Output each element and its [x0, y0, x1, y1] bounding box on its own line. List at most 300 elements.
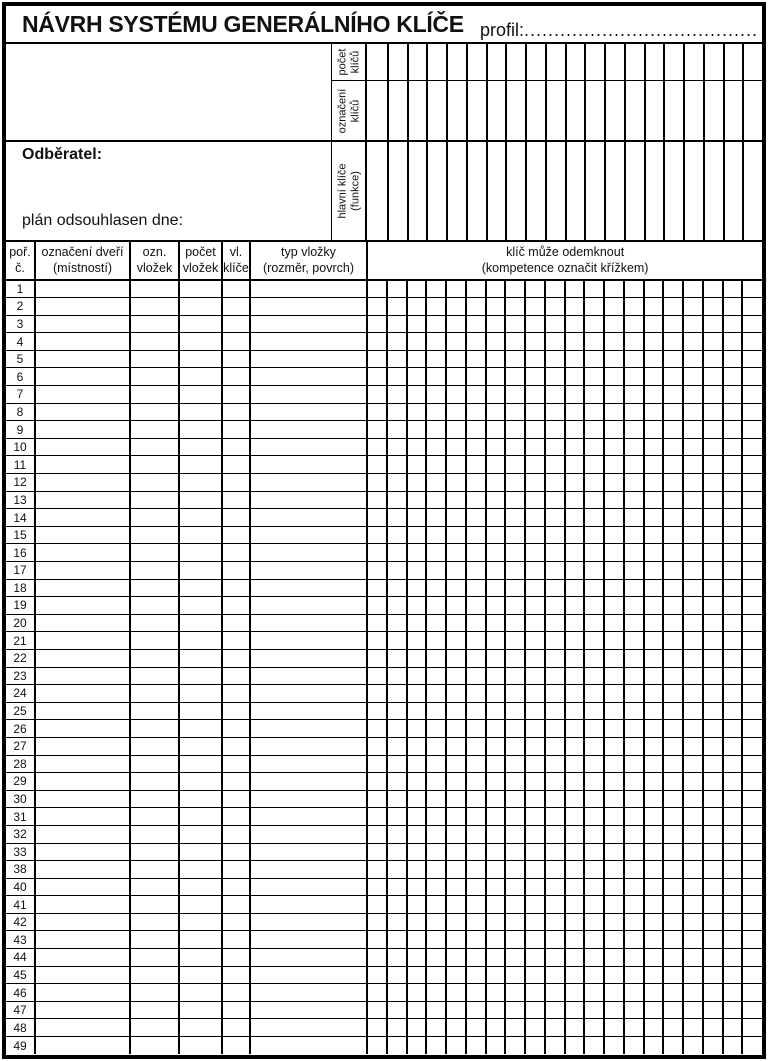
key-cross-cell: [545, 544, 565, 562]
key-cross-cell: [663, 421, 683, 439]
cylinder-mark-cell: [130, 438, 179, 456]
key-cross-cell: [703, 1019, 723, 1037]
cylinder-mark-cell: [130, 315, 179, 333]
key-cross-cell: [426, 966, 446, 984]
row-number: 46: [6, 984, 35, 1002]
key-cross-cell: [466, 368, 486, 386]
cylinder-count-cell: [179, 579, 222, 597]
door-designation-cell: [35, 386, 130, 404]
key-cross-cell: [742, 913, 762, 931]
grid-cell: [505, 80, 525, 140]
cylinder-key-cell: [222, 737, 250, 755]
key-cross-cell: [683, 931, 703, 949]
cylinder-type-cell: [250, 949, 367, 967]
key-cross-cell: [604, 931, 624, 949]
key-cross-cell: [723, 298, 743, 316]
key-cross-cell: [723, 386, 743, 404]
key-cross-cell: [545, 984, 565, 1002]
table-row: [6, 966, 762, 984]
key-cross-cell: [545, 333, 565, 351]
cylinder-count-cell: [179, 632, 222, 650]
key-cross-cell: [525, 509, 545, 527]
key-cross-cell: [545, 438, 565, 456]
key-cross-cell: [683, 702, 703, 720]
key-cross-cell: [723, 984, 743, 1002]
key-cross-cell: [644, 350, 664, 368]
cylinder-count-cell: [179, 790, 222, 808]
key-cross-cell: [742, 1001, 762, 1019]
key-cross-cell: [387, 790, 407, 808]
cylinder-type-cell: [250, 491, 367, 509]
cylinder-mark-cell: [130, 649, 179, 667]
key-cross-cell: [565, 315, 585, 333]
key-cross-cell: [387, 808, 407, 826]
grid-cell: [387, 44, 407, 80]
key-cross-cell: [644, 773, 664, 791]
key-cross-cell: [486, 913, 506, 931]
key-cross-cell: [387, 456, 407, 474]
key-cross-cell: [545, 667, 565, 685]
key-cross-cell: [446, 790, 466, 808]
key-cross-cell: [584, 685, 604, 703]
key-cross-cell: [565, 544, 585, 562]
key-cross-cell: [367, 403, 387, 421]
key-cross-cell: [486, 667, 506, 685]
key-cross-cell: [742, 843, 762, 861]
key-cross-cell: [663, 509, 683, 527]
cylinder-count-cell: [179, 825, 222, 843]
cylinder-key-cell: [222, 667, 250, 685]
key-cross-cell: [604, 1037, 624, 1055]
key-cross-cell: [466, 597, 486, 615]
key-cross-cell: [525, 843, 545, 861]
key-cross-cell: [703, 878, 723, 896]
cylinder-count-cell: [179, 597, 222, 615]
cylinder-type-cell: [250, 298, 367, 316]
key-cross-cell: [584, 773, 604, 791]
key-cross-cell: [663, 474, 683, 492]
key-cross-cell: [703, 755, 723, 773]
key-cross-cell: [604, 949, 624, 967]
key-cross-cell: [426, 350, 446, 368]
cylinder-key-cell: [222, 298, 250, 316]
grid-cell: [703, 140, 723, 240]
key-cross-cell: [446, 984, 466, 1002]
key-cross-cell: [584, 509, 604, 527]
cylinder-mark-cell: [130, 1001, 179, 1019]
key-cross-cell: [407, 720, 427, 738]
key-cross-cell: [663, 649, 683, 667]
key-cross-cell: [367, 526, 387, 544]
grid-cell: [644, 44, 664, 80]
key-cross-cell: [387, 720, 407, 738]
key-cross-cell: [545, 878, 565, 896]
key-cross-cell: [663, 896, 683, 914]
key-cross-cell: [703, 350, 723, 368]
door-designation-cell: [35, 474, 130, 492]
row-number: 19: [6, 597, 35, 615]
key-cross-cell: [505, 280, 525, 298]
key-cross-cell: [644, 614, 664, 632]
key-cross-cell: [723, 949, 743, 967]
cylinder-key-cell: [222, 755, 250, 773]
key-cross-cell: [723, 280, 743, 298]
cylinder-type-cell: [250, 333, 367, 351]
key-cross-cell: [742, 614, 762, 632]
key-cross-cell: [624, 649, 644, 667]
key-cross-cell: [525, 597, 545, 615]
key-cross-cell: [723, 755, 743, 773]
door-designation-cell: [35, 403, 130, 421]
key-cross-cell: [545, 702, 565, 720]
key-cross-cell: [644, 368, 664, 386]
row-number: 21: [6, 632, 35, 650]
key-cross-cell: [367, 931, 387, 949]
grid-cell: [486, 80, 506, 140]
key-cross-cell: [644, 562, 664, 580]
key-cross-cell: [525, 878, 545, 896]
key-cross-cell: [584, 896, 604, 914]
row-number: 26: [6, 720, 35, 738]
key-cross-cell: [545, 298, 565, 316]
key-cross-cell: [426, 790, 446, 808]
key-cross-cell: [624, 878, 644, 896]
key-cross-cell: [683, 896, 703, 914]
key-cross-cell: [742, 773, 762, 791]
key-cross-cell: [426, 456, 446, 474]
key-cross-cell: [663, 298, 683, 316]
cylinder-mark-cell: [130, 456, 179, 474]
key-cross-cell: [723, 896, 743, 914]
key-cross-cell: [663, 685, 683, 703]
key-cross-cell: [565, 737, 585, 755]
key-cross-cell: [387, 368, 407, 386]
key-cross-cell: [367, 421, 387, 439]
key-cross-cell: [723, 1001, 743, 1019]
key-cross-cell: [387, 562, 407, 580]
key-cross-cell: [703, 474, 723, 492]
key-cross-cell: [624, 737, 644, 755]
key-cross-cell: [407, 649, 427, 667]
key-cross-cell: [486, 597, 506, 615]
cylinder-count-cell: [179, 403, 222, 421]
grid-cell: [565, 80, 585, 140]
key-cross-cell: [446, 896, 466, 914]
key-cross-cell: [565, 438, 585, 456]
key-cross-cell: [466, 984, 486, 1002]
key-cross-cell: [545, 931, 565, 949]
key-cross-cell: [367, 913, 387, 931]
key-cross-cell: [407, 808, 427, 826]
col-header-cylinder-count: počet vložek: [179, 241, 222, 280]
key-cross-cell: [723, 368, 743, 386]
key-cross-cell: [525, 949, 545, 967]
key-cross-cell: [545, 1037, 565, 1055]
key-cross-cell: [466, 491, 486, 509]
key-cross-cell: [723, 790, 743, 808]
door-designation-cell: [35, 702, 130, 720]
cylinder-key-cell: [222, 386, 250, 404]
door-designation-cell: [35, 825, 130, 843]
key-cross-cell: [584, 984, 604, 1002]
key-cross-cell: [742, 755, 762, 773]
key-cross-cell: [644, 1001, 664, 1019]
cylinder-mark-cell: [130, 333, 179, 351]
key-cross-cell: [584, 597, 604, 615]
key-cross-cell: [683, 509, 703, 527]
key-cross-cell: [407, 984, 427, 1002]
key-cross-cell: [565, 1037, 585, 1055]
cylinder-type-cell: [250, 737, 367, 755]
key-cross-cell: [663, 350, 683, 368]
cylinder-type-cell: [250, 808, 367, 826]
table-row: [6, 667, 762, 685]
key-cross-cell: [525, 825, 545, 843]
main-keys-vertical-label: hlavní klíče (funkce): [335, 163, 361, 219]
key-cross-cell: [683, 984, 703, 1002]
key-cross-cell: [723, 438, 743, 456]
cylinder-key-cell: [222, 1037, 250, 1055]
key-cross-cell: [407, 386, 427, 404]
key-cross-cell: [644, 579, 664, 597]
key-cross-cell: [742, 491, 762, 509]
grid-cell: [486, 44, 506, 80]
key-cross-cell: [466, 702, 486, 720]
key-cross-cell: [446, 315, 466, 333]
cylinder-mark-cell: [130, 386, 179, 404]
key-cross-cell: [723, 667, 743, 685]
key-cross-cell: [367, 315, 387, 333]
key-cross-cell: [545, 825, 565, 843]
key-cross-cell: [742, 649, 762, 667]
key-cross-cell: [387, 755, 407, 773]
cylinder-count-cell: [179, 438, 222, 456]
cylinder-type-cell: [250, 685, 367, 703]
key-cross-cell: [663, 579, 683, 597]
key-cross-cell: [505, 421, 525, 439]
key-cross-cell: [387, 949, 407, 967]
cylinder-type-cell: [250, 632, 367, 650]
key-cross-cell: [367, 667, 387, 685]
key-cross-cell: [644, 702, 664, 720]
key-cross-cell: [486, 333, 506, 351]
cylinder-type-cell: [250, 526, 367, 544]
key-cross-cell: [604, 597, 624, 615]
key-cross-cell: [663, 280, 683, 298]
key-cross-cell: [446, 685, 466, 703]
key-cross-cell: [525, 438, 545, 456]
key-cross-cell: [663, 386, 683, 404]
key-cross-cell: [505, 649, 525, 667]
key-cross-cell: [565, 456, 585, 474]
key-cross-cell: [703, 562, 723, 580]
key-cross-cell: [742, 790, 762, 808]
key-cross-cell: [446, 843, 466, 861]
key-cross-cell: [426, 685, 446, 703]
key-cross-cell: [486, 526, 506, 544]
cylinder-key-cell: [222, 1019, 250, 1037]
key-cross-cell: [486, 562, 506, 580]
cylinder-type-cell: [250, 403, 367, 421]
key-cross-cell: [387, 315, 407, 333]
key-cross-cell: [426, 509, 446, 527]
key-cross-cell: [604, 509, 624, 527]
key-cross-cell: [426, 808, 446, 826]
key-cross-cell: [565, 298, 585, 316]
cylinder-mark-cell: [130, 597, 179, 615]
key-cross-cell: [446, 949, 466, 967]
key-cross-cell: [446, 579, 466, 597]
grid-cell: [703, 44, 723, 80]
key-cross-cell: [683, 773, 703, 791]
key-cross-cell: [446, 808, 466, 826]
door-designation-cell: [35, 350, 130, 368]
key-cross-cell: [387, 333, 407, 351]
profil-field: [480, 20, 762, 42]
key-cross-cell: [367, 1001, 387, 1019]
door-designation-cell: [35, 526, 130, 544]
key-cross-cell: [466, 614, 486, 632]
key-cross-cell: [703, 949, 723, 967]
key-cross-cell: [584, 1001, 604, 1019]
key-cross-cell: [723, 737, 743, 755]
key-cross-cell: [723, 966, 743, 984]
door-designation-cell: [35, 790, 130, 808]
key-cross-cell: [505, 632, 525, 650]
key-cross-cell: [486, 579, 506, 597]
key-cross-cell: [505, 350, 525, 368]
key-cross-cell: [584, 315, 604, 333]
key-cross-cell: [505, 491, 525, 509]
key-cross-cell: [505, 456, 525, 474]
key-cross-cell: [604, 861, 624, 879]
key-cross-cell: [624, 421, 644, 439]
key-cross-cell: [703, 597, 723, 615]
door-designation-cell: [35, 632, 130, 650]
key-cross-cell: [604, 755, 624, 773]
table-row: [6, 509, 762, 527]
cylinder-count-cell: [179, 315, 222, 333]
key-cross-cell: [624, 861, 644, 879]
key-cross-cell: [604, 896, 624, 914]
key-cross-cell: [624, 966, 644, 984]
cylinder-count-cell: [179, 913, 222, 931]
key-cross-cell: [565, 966, 585, 984]
plan-approved-label: plán odsouhlasen dne:: [22, 212, 184, 229]
cylinder-count-cell: [179, 491, 222, 509]
key-cross-cell: [407, 368, 427, 386]
key-cross-cell: [644, 456, 664, 474]
key-cross-cell: [683, 632, 703, 650]
key-cross-cell: [446, 403, 466, 421]
cylinder-key-cell: [222, 949, 250, 967]
key-cross-cell: [426, 474, 446, 492]
key-cross-cell: [703, 315, 723, 333]
key-cross-cell: [525, 966, 545, 984]
key-cross-cell: [486, 949, 506, 967]
key-cross-cell: [545, 649, 565, 667]
key-cross-cell: [446, 368, 466, 386]
key-cross-cell: [624, 702, 644, 720]
key-cross-cell: [604, 808, 624, 826]
grid-cell: [644, 140, 664, 240]
cylinder-mark-cell: [130, 825, 179, 843]
key-count-label-cell: [332, 44, 365, 80]
key-cross-cell: [683, 280, 703, 298]
col-header-door-designation: označení dveří (místností): [35, 241, 130, 280]
key-cross-cell: [742, 562, 762, 580]
key-cross-cell: [367, 843, 387, 861]
key-cross-cell: [505, 737, 525, 755]
cylinder-mark-cell: [130, 509, 179, 527]
cylinder-key-cell: [222, 403, 250, 421]
key-cross-cell: [505, 509, 525, 527]
key-cross-cell: [525, 280, 545, 298]
key-cross-cell: [525, 298, 545, 316]
table-row: [6, 474, 762, 492]
key-cross-cell: [426, 896, 446, 914]
key-cross-cell: [367, 966, 387, 984]
key-cross-cell: [446, 526, 466, 544]
key-cross-cell: [387, 737, 407, 755]
key-cross-cell: [683, 315, 703, 333]
table-row: [6, 579, 762, 597]
grid-cell: [545, 44, 565, 80]
cylinder-count-cell: [179, 386, 222, 404]
key-cross-cell: [644, 685, 664, 703]
key-cross-cell: [407, 755, 427, 773]
key-cross-cell: [663, 931, 683, 949]
key-cross-cell: [624, 509, 644, 527]
key-cross-cell: [367, 456, 387, 474]
key-cross-cell: [486, 368, 506, 386]
key-cross-cell: [703, 579, 723, 597]
key-cross-cell: [545, 1001, 565, 1019]
key-cross-cell: [407, 966, 427, 984]
key-cross-cell: [663, 949, 683, 967]
cylinder-key-cell: [222, 350, 250, 368]
key-cross-cell: [584, 1037, 604, 1055]
key-cross-cell: [703, 298, 723, 316]
key-cross-cell: [644, 667, 664, 685]
cylinder-count-cell: [179, 562, 222, 580]
key-cross-cell: [663, 456, 683, 474]
row-number: 29: [6, 773, 35, 791]
key-cross-cell: [525, 579, 545, 597]
key-cross-cell: [742, 315, 762, 333]
key-cross-cell: [505, 966, 525, 984]
row-number: 13: [6, 491, 35, 509]
table-row: [6, 386, 762, 404]
key-cross-cell: [703, 456, 723, 474]
key-cross-cell: [407, 632, 427, 650]
key-cross-cell: [486, 438, 506, 456]
table-row: [6, 298, 762, 316]
cylinder-mark-cell: [130, 1019, 179, 1037]
key-cross-cell: [624, 984, 644, 1002]
key-cross-cell: [644, 984, 664, 1002]
key-cross-cell: [742, 808, 762, 826]
key-cross-cell: [565, 280, 585, 298]
key-cross-cell: [426, 315, 446, 333]
key-cross-cell: [644, 896, 664, 914]
grid-cell: [683, 44, 703, 80]
door-designation-cell: [35, 421, 130, 439]
key-cross-cell: [466, 280, 486, 298]
key-cross-cell: [683, 421, 703, 439]
key-cross-cell: [505, 544, 525, 562]
key-cross-cell: [565, 350, 585, 368]
